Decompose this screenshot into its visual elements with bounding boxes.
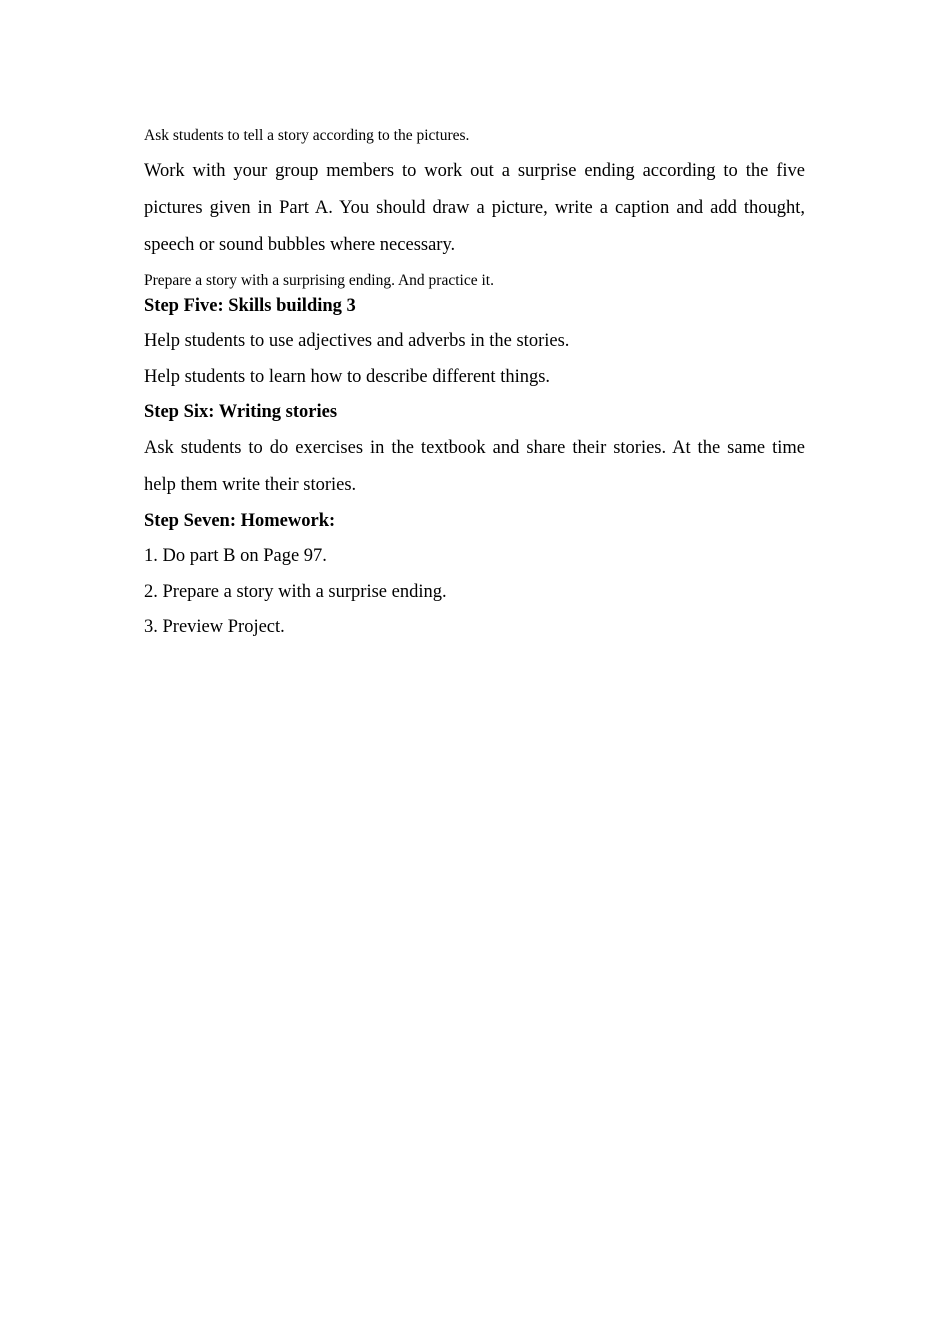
step-six-line-2: help them write their stories. [144,475,357,495]
step-five-heading: Step Five: Skills building 3 [144,296,356,316]
intro-line: Ask students to tell a story according to the pictures. [144,127,470,144]
homework-item-3: 3. Preview Project. [144,617,285,637]
step-six-line-1: Ask students to do exercises in the textbook and share their stories. At the same time [144,438,805,458]
homework-item-1: 1. Do part B on Page 97. [144,546,327,566]
step-five-item-1: Help students to use adjectives and adverbs in the stories. [144,331,570,351]
step-five-item-2: Help students to learn how to describe different things. [144,367,551,387]
group-task-line-2: pictures given in Part A. You should draw a picture, write a caption and add thought, [144,198,805,218]
group-task-line-1: Work with your group members to work out a surprise ending according to the five [144,161,805,181]
prepare-line: Prepare a story with a surprising ending. And practice it. [144,272,494,289]
step-seven-heading: Step Seven: Homework: [144,511,336,531]
homework-item-2: 2. Prepare a story with a surprise ending. [144,582,447,602]
step-six-heading: Step Six: Writing stories [144,402,338,422]
group-task-line-3: speech or sound bubbles where necessary. [144,235,456,255]
